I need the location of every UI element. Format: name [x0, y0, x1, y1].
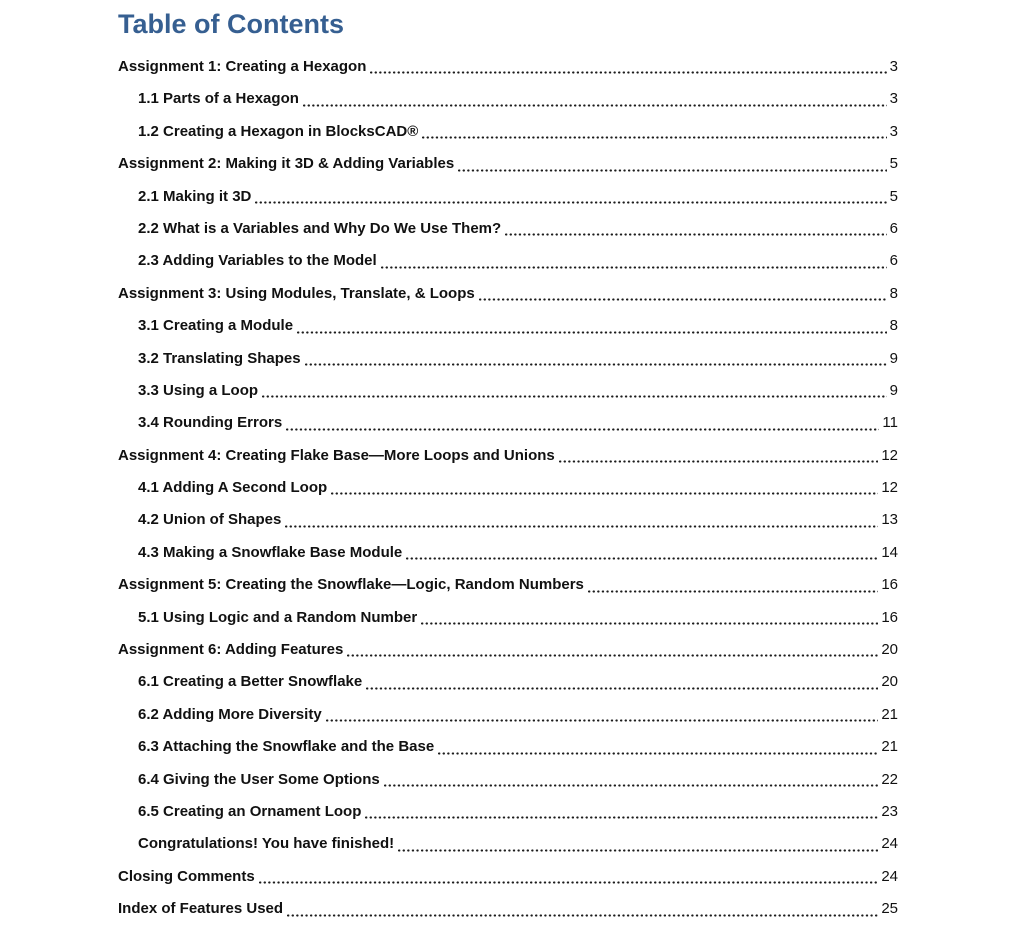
dot-leader: [297, 331, 887, 334]
toc-entry[interactable]: [118, 891, 898, 923]
dot-leader: [398, 849, 878, 852]
dot-leader: [422, 136, 886, 139]
toc-entry[interactable]: [118, 243, 898, 275]
toc-page-number: 11: [882, 414, 898, 432]
toc-page-number: 3: [889, 58, 898, 75]
toc-entry[interactable]: [118, 373, 898, 405]
toc-page-number: 20: [881, 641, 898, 659]
toc-entry[interactable]: [118, 632, 898, 664]
dot-leader: [421, 622, 878, 625]
toc-page-number: 24: [881, 867, 898, 885]
toc-page-number: 21: [881, 705, 898, 723]
toc-entry[interactable]: [118, 567, 898, 599]
toc-page-number: 6: [889, 252, 898, 270]
dot-leader: [285, 525, 878, 528]
toc-entry-label: Closing Comments: [118, 867, 255, 885]
toc-entry[interactable]: [118, 114, 898, 146]
dot-leader: [286, 428, 879, 431]
toc-entry[interactable]: [118, 826, 898, 858]
toc-page-number: 9: [889, 349, 898, 367]
dot-leader: [438, 752, 878, 755]
toc-entry-label: 3.3 Using a Loop: [138, 381, 259, 399]
dot-leader: [303, 104, 887, 107]
toc-page-number: 22: [881, 770, 898, 788]
toc-entry-label: Assignment 4: Creating Flake Base—More Loops and Unions: [118, 446, 555, 464]
toc-entry-label: Index of Features Used: [118, 900, 284, 918]
toc-entry[interactable]: [118, 146, 898, 178]
dot-leader: [305, 363, 887, 366]
toc-entry[interactable]: [118, 438, 898, 470]
toc-entry-label: 2.1 Making it 3D: [138, 187, 252, 205]
toc-entry-label: 5.1 Using Logic and a Random Number: [138, 608, 418, 626]
toc-page-number: 8: [889, 284, 898, 302]
toc-entry[interactable]: [118, 859, 898, 891]
toc-entry[interactable]: [118, 179, 898, 211]
dot-leader: [331, 492, 878, 495]
toc-entry[interactable]: [118, 794, 898, 826]
toc-entry[interactable]: [118, 502, 898, 534]
dot-leader: [381, 266, 887, 269]
dot-leader: [262, 395, 887, 398]
toc-entry-label: 3.1 Creating a Module: [138, 317, 294, 335]
toc-entry[interactable]: [118, 664, 898, 696]
toc-entry[interactable]: [118, 762, 898, 794]
toc-page-number: 16: [881, 576, 898, 594]
toc-page-number: 25: [881, 900, 898, 918]
dot-leader: [365, 816, 878, 819]
dot-leader: [259, 881, 879, 884]
toc-page-number: 5: [889, 187, 898, 205]
toc-entry[interactable]: [118, 211, 898, 243]
dot-leader: [559, 460, 879, 463]
dot-leader: [326, 719, 879, 722]
dot-leader: [588, 590, 878, 593]
dot-leader: [255, 201, 886, 204]
dot-leader: [366, 687, 878, 690]
toc-title: Table of Contents: [118, 9, 344, 39]
toc-page-number: 20: [881, 673, 898, 691]
toc-list: [118, 49, 898, 924]
toc-entry-label: 3.2 Translating Shapes: [138, 349, 301, 367]
toc-entry[interactable]: [118, 470, 898, 502]
toc-entry-label: 6.4 Giving the User Some Options: [138, 770, 380, 788]
toc-page-number: 21: [881, 738, 898, 756]
toc-entry[interactable]: [118, 697, 898, 729]
toc-page-number: 12: [881, 479, 898, 497]
toc-page-number: 9: [889, 381, 898, 399]
toc-entry-label: Assignment 1: Creating a Hexagon: [118, 58, 367, 75]
dot-leader: [406, 557, 878, 560]
toc-entry-label: Assignment 6: Adding Features: [118, 641, 344, 659]
toc-entry-label: 2.3 Adding Variables to the Model: [138, 252, 377, 270]
toc-entry[interactable]: [118, 341, 898, 373]
toc-entry-label: 2.2 What is a Variables and Why Do We Use Them?: [138, 219, 502, 237]
toc-entry[interactable]: [118, 729, 898, 761]
toc-entry[interactable]: [118, 276, 898, 308]
toc-entry-label: 4.1 Adding A Second Loop: [138, 479, 328, 497]
toc-page-number: 13: [881, 511, 898, 529]
toc-entry-label: Congratulations! You have finished!: [138, 835, 395, 853]
toc-page-number: 12: [881, 446, 898, 464]
toc-entry[interactable]: [118, 81, 898, 113]
toc-page-number: 6: [889, 219, 898, 237]
toc-page-number: 24: [881, 835, 898, 853]
dot-leader: [287, 914, 878, 917]
toc-entry-label: 6.1 Creating a Better Snowflake: [138, 673, 363, 691]
toc-entry-label: 4.3 Making a Snowflake Base Module: [138, 543, 403, 561]
toc-entry[interactable]: [118, 405, 898, 437]
toc-entry-label: Assignment 5: Creating the Snowflake—Logic, Random Numbers: [118, 576, 584, 594]
toc-entry-label: Assignment 2: Making it 3D & Adding Variables: [118, 155, 455, 173]
toc-page-number: 3: [889, 122, 898, 140]
toc-page-number: 3: [889, 90, 898, 108]
toc-entry[interactable]: [118, 600, 898, 632]
toc-page-number: 5: [889, 155, 898, 173]
dot-leader: [458, 169, 886, 172]
toc-entry-label: 1.1 Parts of a Hexagon: [138, 90, 299, 108]
dot-leader: [479, 298, 887, 301]
toc-entry-label: 1.2 Creating a Hexagon in BlocksCAD®: [138, 122, 419, 140]
toc-entry[interactable]: [118, 308, 898, 340]
toc-page-number: 14: [881, 543, 898, 561]
toc-entry-label: 6.3 Attaching the Snowflake and the Base: [138, 738, 435, 756]
toc-entry[interactable]: [118, 49, 898, 81]
toc-entry-label: 3.4 Rounding Errors: [138, 414, 283, 432]
toc-page-number: 16: [881, 608, 898, 626]
toc-entry-label: Assignment 3: Using Modules, Translate, & Loops: [118, 284, 475, 302]
toc-entry-label: 6.2 Adding More Diversity: [138, 705, 322, 723]
dot-leader: [347, 654, 878, 657]
dot-leader: [505, 233, 886, 236]
toc-page-number: 8: [889, 317, 898, 335]
toc-entry-label: 6.5 Creating an Ornament Loop: [138, 802, 362, 820]
toc-page-number: 23: [881, 802, 898, 820]
toc-entry[interactable]: [118, 535, 898, 567]
dot-leader: [384, 784, 879, 787]
toc-entry-label: 4.2 Union of Shapes: [138, 511, 282, 529]
dot-leader: [370, 71, 886, 74]
